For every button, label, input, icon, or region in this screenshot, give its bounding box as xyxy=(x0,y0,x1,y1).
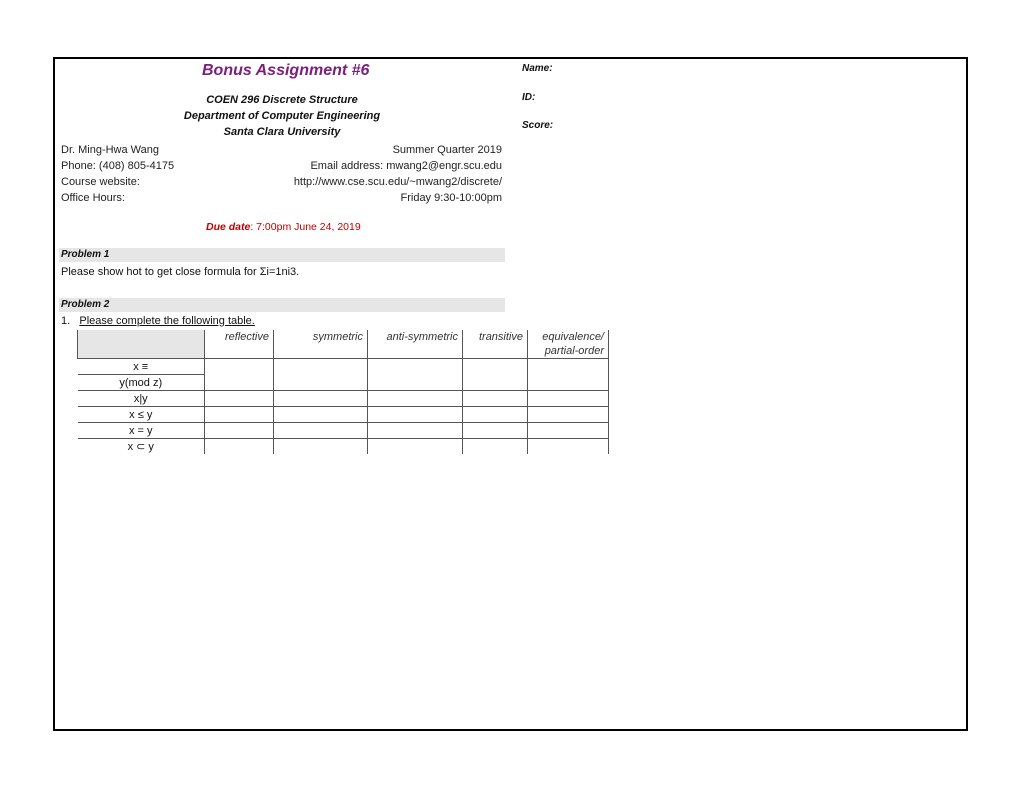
website-link[interactable]: http://www.cse.scu.edu/~mwang2/discrete/ xyxy=(293,176,502,188)
phone-text: Phone: (408) 805-4175 xyxy=(61,160,175,172)
row-equal: x = y xyxy=(78,423,205,439)
table-cell[interactable] xyxy=(368,423,463,439)
table-cell[interactable] xyxy=(274,359,368,391)
office-hours-value: Friday 9:30-10:00pm xyxy=(400,192,502,204)
table-cell[interactable] xyxy=(205,439,274,455)
table-row xyxy=(78,359,609,375)
table-row xyxy=(78,423,609,439)
problem2-question xyxy=(61,315,255,327)
problem1-bar xyxy=(59,248,505,262)
course-name: COEN 296 Discrete Structure xyxy=(206,94,358,106)
table-cell[interactable] xyxy=(528,439,609,455)
assignment-title: Bonus Assignment #6 xyxy=(202,62,370,79)
instructor-name: Dr. Ming-Hwa Wang xyxy=(61,144,160,156)
due-date-value: : 7:00pm June 24, 2019 xyxy=(250,221,361,233)
website-label: Course website: xyxy=(61,176,140,188)
email-text: Email address: mwang2@engr.scu.edu xyxy=(310,160,502,172)
col-transitive: transitive xyxy=(463,330,528,344)
table-cell[interactable] xyxy=(274,407,368,423)
quarter-text: Summer Quarter 2019 xyxy=(392,144,502,156)
table-cell[interactable] xyxy=(463,423,528,439)
table-cell[interactable] xyxy=(368,439,463,455)
table-cell[interactable] xyxy=(274,391,368,407)
row-divides: x|y xyxy=(78,391,205,407)
due-date-label: Due date xyxy=(206,221,251,233)
table-cell[interactable] xyxy=(205,359,274,391)
id-field-label: ID: xyxy=(522,92,536,103)
table-row xyxy=(78,407,609,423)
col-symmetric: symmetric xyxy=(274,330,368,344)
col-reflective: reflective xyxy=(205,330,274,344)
relations-table xyxy=(77,330,609,454)
university-name: Santa Clara University xyxy=(223,126,341,138)
table-cell[interactable] xyxy=(368,391,463,407)
table-cell[interactable] xyxy=(463,391,528,407)
row-less-equal: x ≤ y xyxy=(78,407,205,423)
table-cell[interactable] xyxy=(205,391,274,407)
table-cell[interactable] xyxy=(528,423,609,439)
table-corner xyxy=(78,330,205,359)
problem2-bar xyxy=(59,298,505,312)
table-cell[interactable] xyxy=(463,359,528,391)
problem1-label: Problem 1 xyxy=(61,249,110,260)
score-field-label: Score: xyxy=(522,120,554,131)
department-name: Department of Computer Engineering xyxy=(183,110,381,122)
table-cell[interactable] xyxy=(368,359,463,391)
table-row xyxy=(78,439,609,455)
col-anti-symmetric: anti-symmetric xyxy=(368,330,463,344)
question-text: Please complete the following table. xyxy=(79,315,255,327)
row-congruence-mod: y(mod z) xyxy=(78,375,205,391)
table-cell[interactable] xyxy=(528,359,609,391)
problem1-text: Please show hot to get close formula for Σi=1ni3. xyxy=(61,266,300,278)
table-cell[interactable] xyxy=(528,407,609,423)
table-cell[interactable] xyxy=(368,407,463,423)
question-number: 1. xyxy=(61,315,71,327)
name-field-label: Name: xyxy=(522,63,553,74)
table-cell[interactable] xyxy=(463,439,528,455)
table-cell[interactable] xyxy=(463,407,528,423)
table-cell[interactable] xyxy=(274,423,368,439)
table-row xyxy=(78,391,609,407)
row-congruence: x ≡ xyxy=(78,359,205,375)
table-cell[interactable] xyxy=(205,407,274,423)
table-cell[interactable] xyxy=(528,391,609,407)
due-date xyxy=(206,221,361,233)
row-subset: x ⊂ y xyxy=(78,439,205,455)
table-header-row xyxy=(78,330,609,344)
problem2-label: Problem 2 xyxy=(61,299,110,310)
table-cell[interactable] xyxy=(205,423,274,439)
office-hours-label: Office Hours: xyxy=(61,192,125,204)
col-partial-order: partial-order xyxy=(528,344,609,359)
col-equivalence: equivalence/ xyxy=(528,330,609,344)
table-cell[interactable] xyxy=(274,439,368,455)
